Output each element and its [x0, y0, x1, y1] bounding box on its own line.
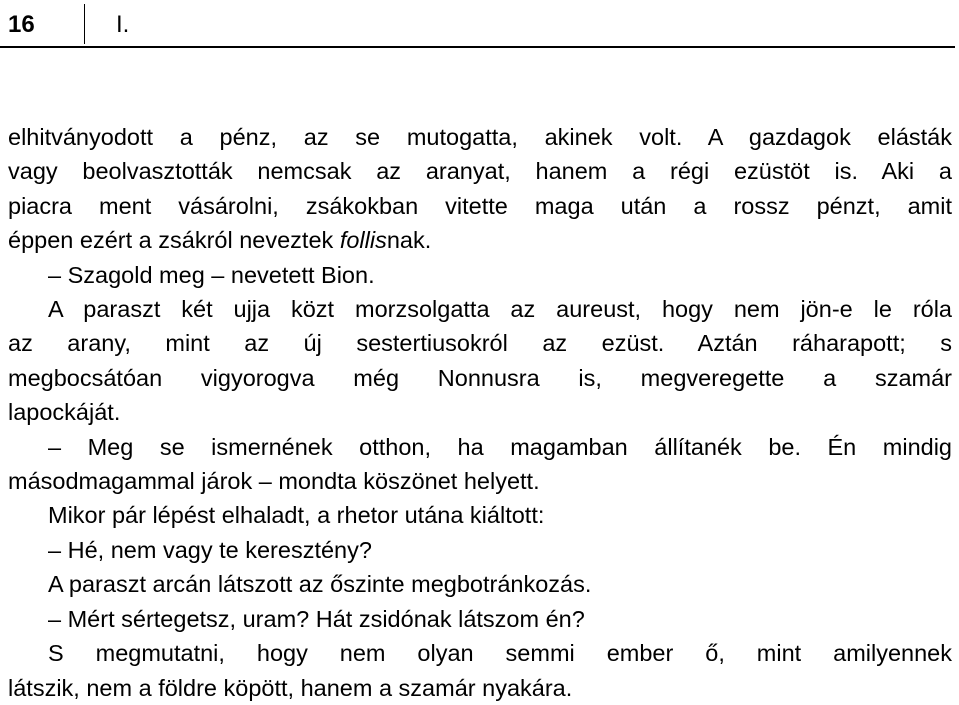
text-line: – Hé, nem vagy te keresztény? — [48, 536, 372, 563]
text-line: látszik, nem a földre köpött, hanem a szamár nyakára. — [8, 674, 573, 701]
text-line: – Szagold meg – nevetett Bion. — [48, 261, 375, 288]
text-line: másodmagammal járok – mondta köszönet helyett. — [8, 468, 540, 495]
text-segment: éppen ezért a zsákról neveztek — [8, 227, 340, 254]
text-line: elhitványodott a pénz, az se mutogatta, akinek volt. A gazdagok elásták — [8, 124, 952, 150]
text-line: – Meg se ismernének otthon, ha magamban állítanék be. Én mindig — [48, 433, 952, 460]
text-line: Mikor pár lépést elhaladt, a rhetor utána kiáltott: — [48, 502, 545, 529]
text-line: S megmutatni, hogy nem olyan semmi ember ő, mint amilyennek — [48, 640, 952, 667]
text-line: lapockáját. — [8, 399, 121, 426]
text-line: az arany, mint az új sestertiusokról az ezüst. Aztán ráharapott; s — [8, 330, 952, 357]
chapter-label: I. — [116, 11, 130, 38]
text-line — [8, 223, 952, 257]
page-number: 16 — [8, 11, 35, 38]
text-line: A paraszt két ujja közt morzsolgatta az aureust, hogy nem jön-e le róla — [48, 296, 952, 323]
text-line: vagy beolvasztották nemcsak az aranyat, hanem a régi ezüstöt is. Aki a — [8, 158, 952, 185]
header-rule — [0, 46, 955, 48]
page-header — [0, 0, 959, 50]
text-segment: nak. — [386, 227, 432, 254]
text-line: megbocsátóan vigyorogva még Nonnusra is, megveregette a szamár — [8, 364, 952, 391]
text-line: piacra ment vásárolni, zsákokban vitette maga után a rossz pénzt, amit — [8, 192, 952, 219]
text-line: – Mért sértegetsz, uram? Hát zsidónak látszom én? — [48, 605, 585, 632]
italic-term: follis — [339, 227, 387, 254]
text-line: A paraszt arcán látszott az őszinte megbotránkozás. — [48, 571, 592, 598]
header-divider — [84, 4, 85, 44]
text-body — [8, 120, 952, 705]
